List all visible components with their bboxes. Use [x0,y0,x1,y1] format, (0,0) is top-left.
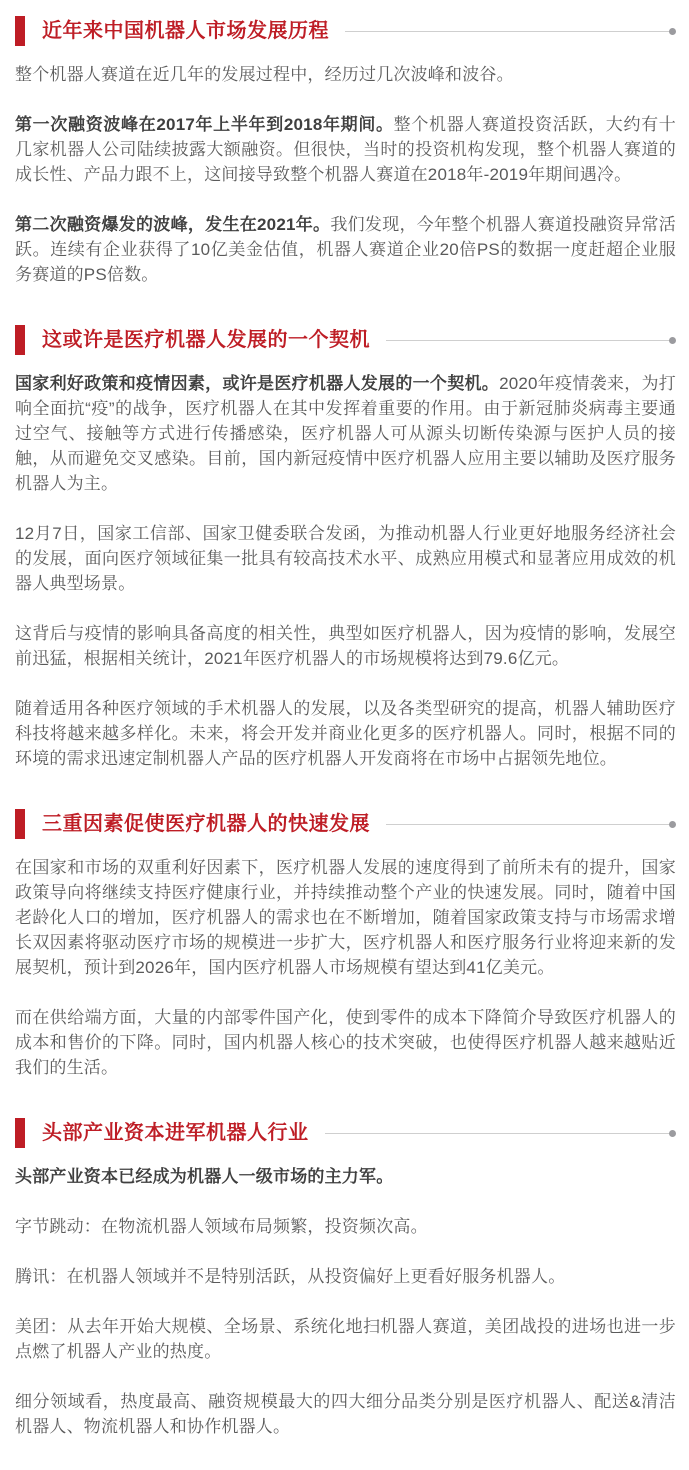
paragraph-text: 随着适用各种医疗领域的手术机器人的发展，以及各类型研究的提高，机器人辅助医疗科技将越来越多样化。未来，将会开发并商业化更多的医疗机器人。同时，根据不同的环境的需求迅速定制机器人产品的医疗机器人开发商将在市场中占据领先地位。 [15,699,676,768]
section-title: 这或许是医疗机器人发展的一个契机 [42,329,370,351]
section-marker-bar-icon [15,16,25,46]
paragraph-text: 腾讯：在机器人领域并不是特别活跃，从投资偏好上更看好服务机器人。 [15,1267,566,1286]
paragraph-lead: 第二次融资爆发的波峰，发生在2021年。 [15,215,331,234]
paragraph [15,371,676,496]
paragraph [15,1164,676,1189]
section-divider-dot-icon [669,1130,676,1137]
section-header-robot-market-history [15,16,676,46]
paragraph [15,1005,676,1080]
paragraph-lead: 第一次融资波峰在2017年上半年到2018年期间。 [15,115,394,134]
paragraph-text: 整个机器人赛道在近几年的发展过程中，经历过几次波峰和波谷。 [15,65,514,84]
section-divider-dot-icon [669,337,676,344]
paragraph [15,1264,676,1289]
section-divider-dot-icon [669,28,676,35]
section-divider-dot-icon [669,821,676,828]
paragraph [15,212,676,287]
section-title: 近年来中国机器人市场发展历程 [42,20,329,42]
paragraph-text: 这背后与疫情的影响具备高度的相关性，典型如医疗机器人，因为疫情的影响，发展空前迅猛，根据相关统计，2021年医疗机器人的市场规模将达到79.6亿元。 [15,624,676,668]
section-marker-bar-icon [15,325,25,355]
paragraph-lead: 头部产业资本已经成为机器人一级市场的主力军。 [15,1167,394,1186]
section-header-three-factors [15,809,676,839]
paragraph-lead: 国家利好政策和疫情因素，或许是医疗机器人发展的一个契机。 [15,374,500,393]
section-divider-line [386,340,670,341]
section-title: 三重因素促使医疗机器人的快速发展 [42,813,370,835]
paragraph-text: 12月7日，国家工信部、国家卫健委联合发函，为推动机器人行业更好地服务经济社会的发展，面向医疗领域征集一批具有较高技术水平、成熟应用模式和显著应用成效的机器人典型场景。 [15,524,676,593]
paragraph-text: 美团：从去年开始大规模、全场景、系统化地扫机器人赛道，美团战投的进场也进一步点燃了机器人产业的热度。 [15,1317,676,1361]
section-header-capital-entering [15,1118,676,1148]
paragraph-text: 在国家和市场的双重利好因素下，医疗机器人发展的速度得到了前所未有的提升，国家政策导向将继续支持医疗健康行业，并持续推动整个产业的快速发展。同时，随着中国老龄化人口的增加，医疗机器人的需求也在不断增加，随着国家政策支持与市场需求增长双因素将驱动医疗市场的规模进一步扩大，医疗机器人和医疗服务行业将迎来新的发展契机，预计到2026年，国内医疗机器人市场规模有望达到41亿美元。 [15,858,676,977]
section-divider-line [386,824,670,825]
paragraph-text: 细分领域看，热度最高、融资规模最大的四大细分品类分别是医疗机器人、配送&清洁机器人、物流机器人和协作机器人。 [15,1392,676,1436]
paragraph [15,1314,676,1364]
paragraph-text: 字节跳动：在物流机器人领域布局频繁，投资频次高。 [15,1217,428,1236]
paragraph [15,621,676,671]
section-marker-bar-icon [15,1118,25,1148]
section-title: 头部产业资本进军机器人行业 [42,1122,309,1144]
paragraph [15,112,676,187]
paragraph-text: 而在供给端方面，大量的内部零件国产化，使到零件的成本下降简介导致医疗机器人的成本和售价的下降。同时，国内机器人核心的技术突破，也使得医疗机器人越来越贴近我们的生活。 [15,1008,676,1077]
paragraph [15,521,676,596]
paragraph [15,62,676,87]
section-marker-bar-icon [15,809,25,839]
paragraph [15,1214,676,1239]
section-header-medical-robot-opportunity [15,325,676,355]
paragraph-text: 我们发现，今年整个机器人赛道投融资异常活跃。连续有企业获得了10亿美金估值，机器人赛道企业20倍PS的数据一度赶超企业服务赛道的PS倍数。 [15,215,677,284]
section-divider-line [345,31,670,32]
paragraph-text: 2020年疫情袭来，为打响全面抗“疫”的战争，医疗机器人在其中发挥着重要的作用。由于新冠肺炎病毒主要通过空气、接触等方式进行传播感染，医疗机器人可从源头切断传染源与医护人员的接触，从而避免交叉感染。目前，国内新冠疫情中医疗机器人应用主要以辅助及医疗服务机器人为主。 [15,374,677,493]
section-divider-line [325,1133,671,1134]
paragraph [15,1389,676,1439]
paragraph [15,855,676,980]
paragraph-text: 整个机器人赛道投资活跃，大约有十几家机器人公司陆续披露大额融资。但很快，当时的投资机构发现，整个机器人赛道的成长性、产品力跟不上，这间接导致整个机器人赛道在2018年-2019年期间遇冷。 [15,115,676,184]
paragraph [15,696,676,771]
